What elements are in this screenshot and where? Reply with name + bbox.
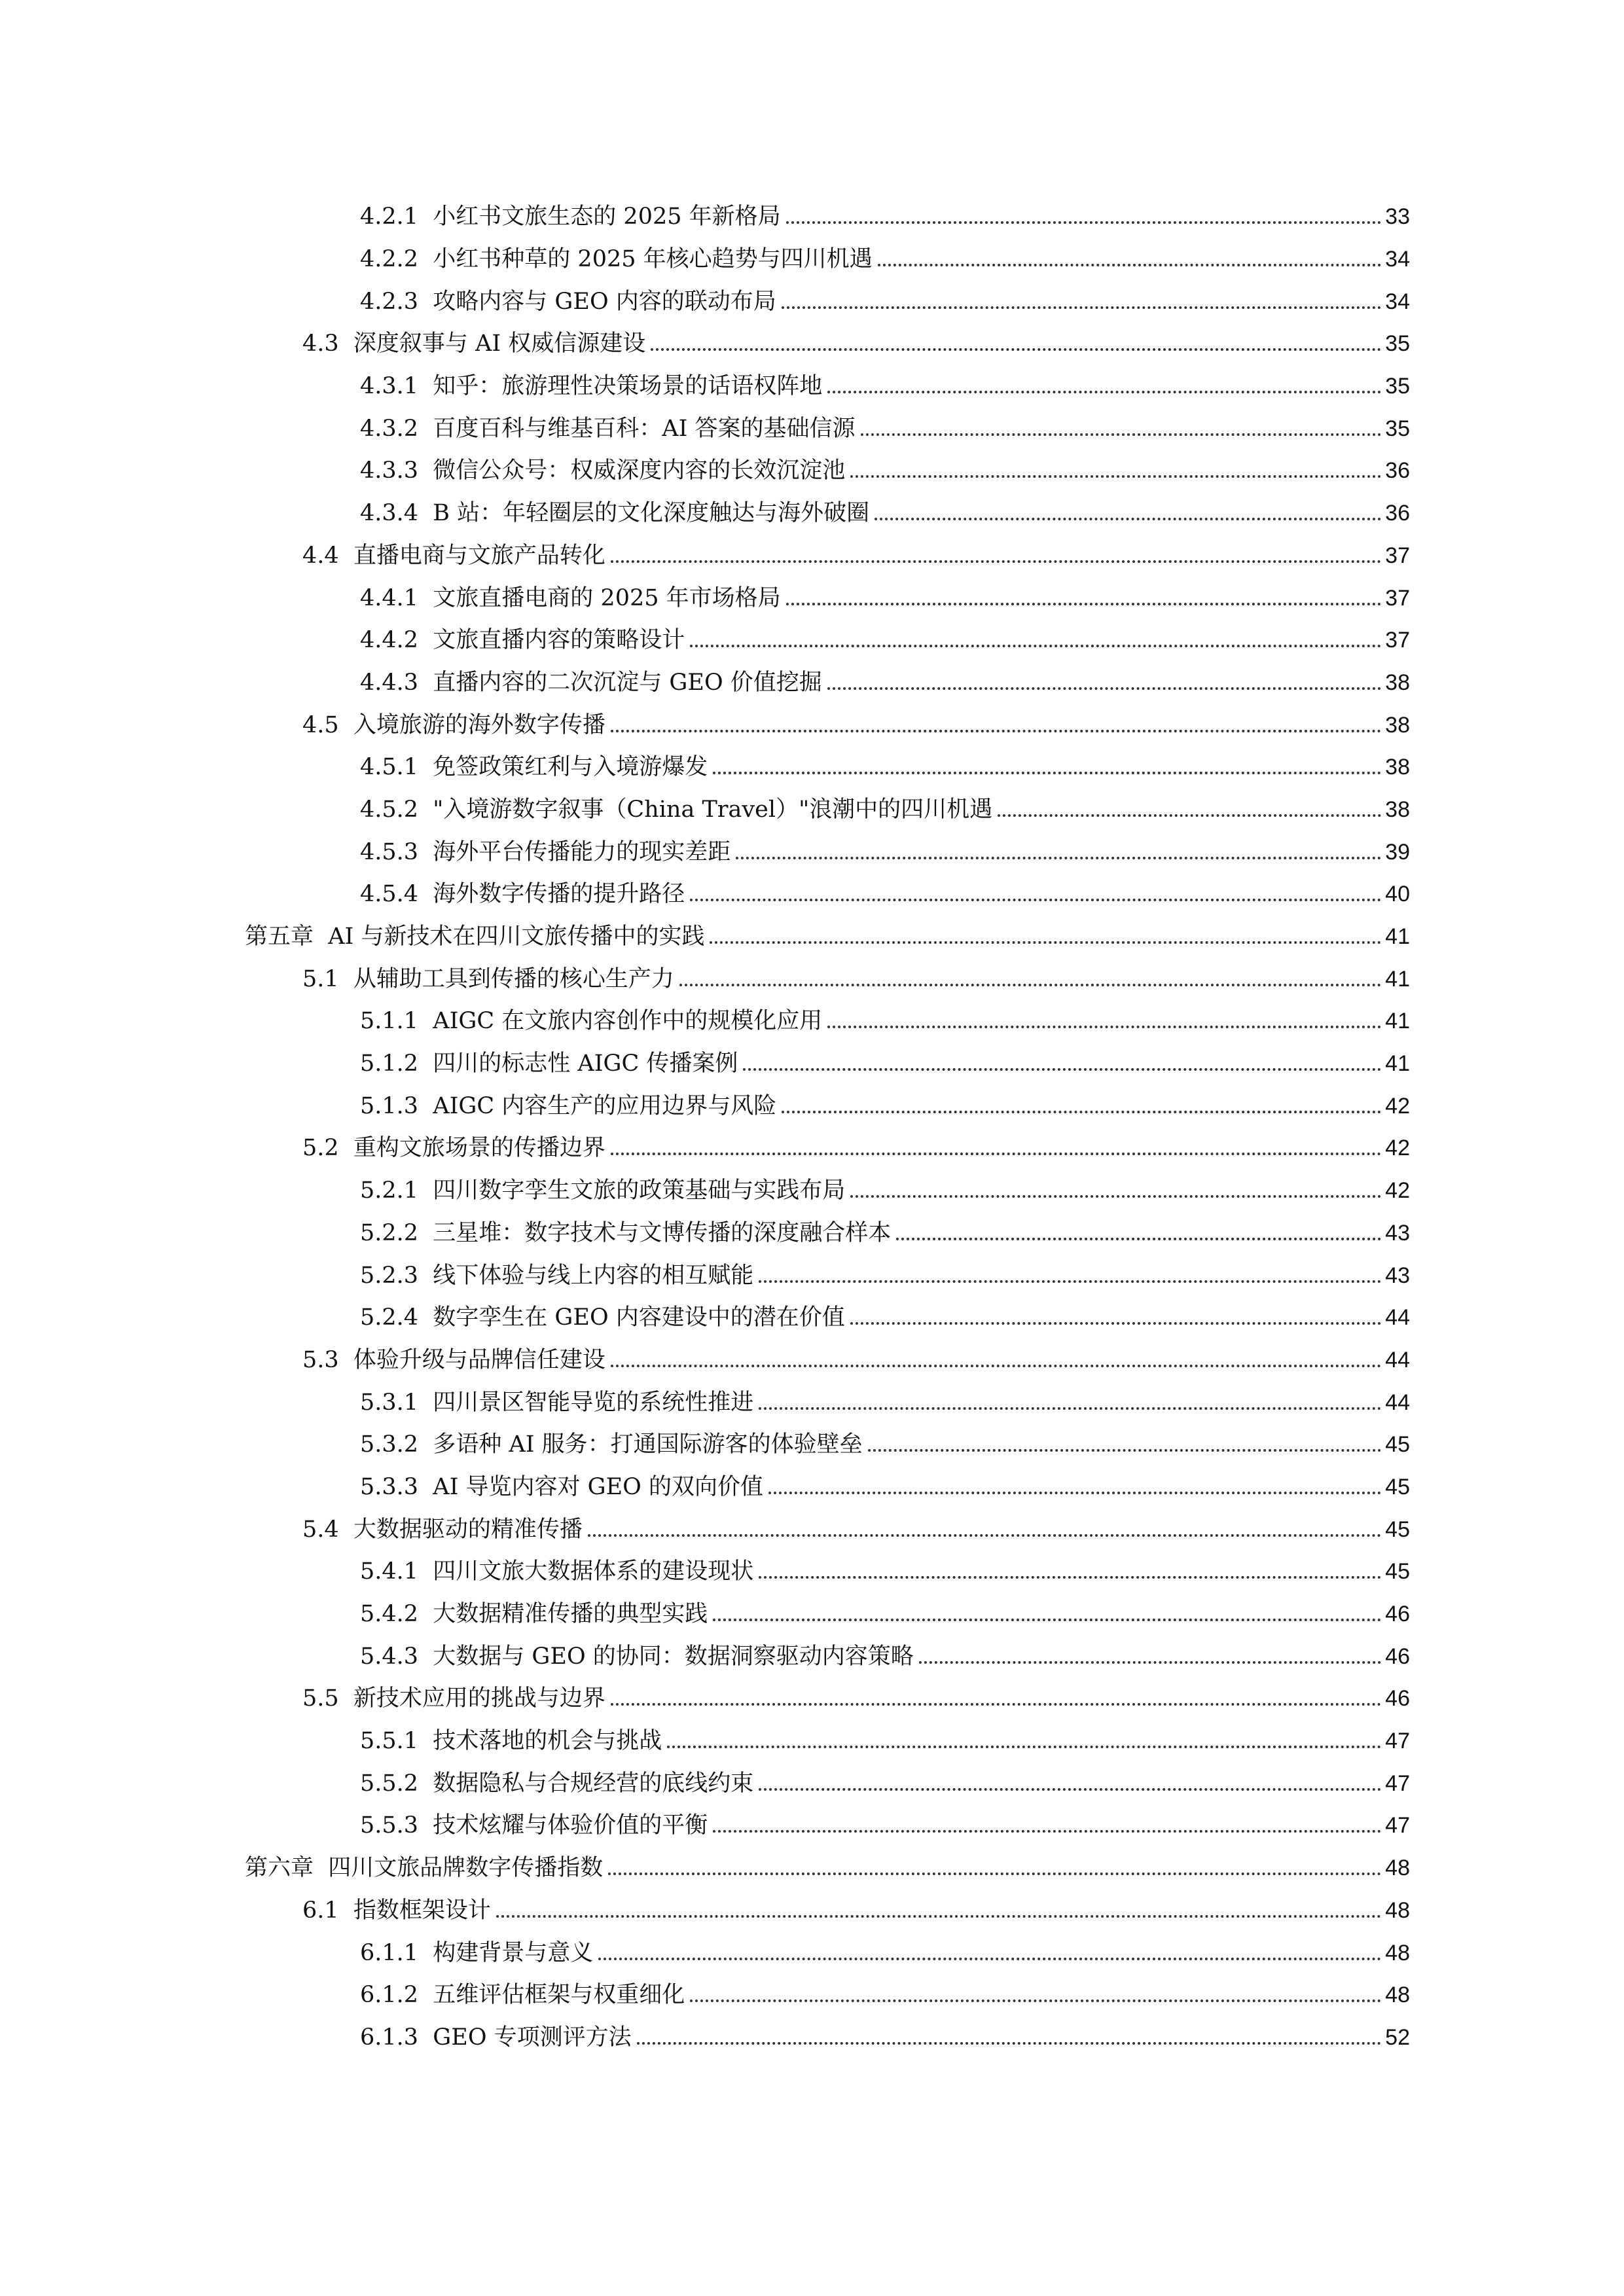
dot-leader <box>743 1068 1381 1071</box>
toc-entry-title: 5.4.2 大数据精准传播的典型实践 <box>360 1601 708 1628</box>
toc-page-number: 48 <box>1385 1856 1410 1881</box>
toc-subsection-entry[interactable] <box>0 1085 1624 1127</box>
dot-leader <box>759 1280 1381 1283</box>
dot-leader <box>611 1153 1381 1155</box>
toc-subsection-entry[interactable] <box>0 1466 1624 1509</box>
toc-section-entry[interactable] <box>0 1508 1624 1551</box>
toc-page-number: 48 <box>1385 1940 1410 1965</box>
dot-leader <box>611 560 1381 563</box>
toc-subsection-entry[interactable] <box>0 238 1624 281</box>
toc-page-number: 37 <box>1385 543 1410 568</box>
toc-subsection-entry[interactable] <box>0 1635 1624 1677</box>
dot-leader <box>598 1958 1381 1960</box>
toc-page-number: 42 <box>1385 1136 1410 1161</box>
toc-page-number: 48 <box>1385 1982 1410 2008</box>
toc-subsection-entry[interactable] <box>0 365 1624 408</box>
dot-leader <box>998 814 1381 817</box>
dot-leader <box>768 1492 1381 1494</box>
toc-subsection-entry[interactable] <box>0 1297 1624 1339</box>
toc-page-number: 46 <box>1385 1686 1410 1712</box>
toc-section-entry[interactable] <box>0 1890 1624 1932</box>
toc-entry-line <box>302 1347 1624 1373</box>
dot-leader <box>868 1449 1382 1452</box>
toc-entry-title: 5.5.3 技术炫耀与体验价值的平衡 <box>360 1812 708 1839</box>
toc-entry-line <box>360 1220 1624 1246</box>
toc-entry-line <box>360 627 1624 653</box>
toc-subsection-entry[interactable] <box>0 1762 1624 1804</box>
dot-leader <box>611 1703 1381 1706</box>
dot-leader <box>850 1195 1381 1198</box>
dot-leader <box>736 857 1381 859</box>
toc-subsection-entry[interactable] <box>0 1170 1624 1212</box>
toc-entry-title: 4.2.2 小红书种草的 2025 年核心趋势与四川机遇 <box>360 246 873 273</box>
toc-page-number: 34 <box>1385 289 1410 314</box>
toc-page-number: 46 <box>1385 1643 1410 1669</box>
toc-entry-title: 4.2.3 攻略内容与 GEO 内容的联动布局 <box>360 288 776 315</box>
toc-entry-line <box>302 1516 1624 1543</box>
toc-page-number: 44 <box>1385 1347 1410 1372</box>
toc-subsection-entry[interactable] <box>0 662 1624 704</box>
dot-leader <box>611 730 1381 732</box>
dot-leader <box>667 1746 1381 1748</box>
toc-entry-title: 4.3.4 B 站：年轻圈层的文化深度触达与海外破圈 <box>360 500 870 527</box>
toc-subsection-entry[interactable] <box>0 196 1624 238</box>
toc-page-number: 46 <box>1385 1602 1410 1627</box>
toc-entry-line <box>360 2024 1624 2051</box>
toc-subsection-entry[interactable] <box>0 1381 1624 1424</box>
toc-entry-title: 4.3.2 百度百科与维基百科：AI 答案的基础信源 <box>360 415 856 442</box>
toc-entry-title: 4.5.4 海外数字传播的提升路径 <box>360 881 685 908</box>
dot-leader <box>759 1407 1381 1410</box>
toc-page-number: 39 <box>1385 839 1410 865</box>
dot-leader <box>759 1576 1381 1579</box>
toc-entry-line <box>360 1008 1624 1034</box>
toc-entry-line <box>360 457 1624 484</box>
toc-page-number: 38 <box>1385 797 1410 822</box>
toc-entry-title: 5.5 新技术应用的挑战与边界 <box>302 1685 605 1712</box>
toc-entry-line <box>302 331 1624 357</box>
toc-page-number: 36 <box>1385 501 1410 526</box>
dot-leader <box>611 1365 1381 1367</box>
toc-page-number: 37 <box>1385 585 1410 611</box>
toc-page-number: 41 <box>1385 1051 1410 1077</box>
toc-entry-title: 4.4.1 文旅直播电商的 2025 年市场格局 <box>360 584 781 611</box>
dot-leader <box>782 306 1381 309</box>
dot-leader <box>713 1830 1381 1833</box>
toc-subsection-entry[interactable] <box>0 1043 1624 1085</box>
toc-entry-title: 5.4.3 大数据与 GEO 的协同：数据洞察驱动内容策略 <box>360 1643 914 1670</box>
toc-entry-line <box>245 1855 1624 1881</box>
toc-entry-title: 5.2.2 三星堆：数字技术与文博传播的深度融合样本 <box>360 1219 892 1246</box>
dot-leader <box>919 1661 1381 1664</box>
toc-subsection-entry[interactable] <box>0 1720 1624 1763</box>
toc-section-entry[interactable] <box>0 704 1624 746</box>
toc-entry-title: 6.1.1 构建背景与意义 <box>360 1939 594 1966</box>
toc-subsection-entry[interactable] <box>0 1212 1624 1255</box>
toc-entry-line <box>360 1812 1624 1839</box>
toc-entry-line <box>360 1940 1624 1966</box>
dot-leader <box>896 1238 1381 1240</box>
dot-leader <box>637 2042 1382 2045</box>
toc-entry-title: 5.2.4 数字孪生在 GEO 内容建设中的潜在价值 <box>360 1304 845 1331</box>
toc-subsection-entry[interactable] <box>0 1551 1624 1593</box>
toc-entry-line <box>360 881 1624 907</box>
dot-leader <box>786 221 1382 224</box>
toc-entry-title: 5.1.2 四川的标志性 AIGC 传播案例 <box>360 1050 738 1077</box>
toc-entry-title: 5.5.1 技术落地的机会与挑战 <box>360 1728 662 1755</box>
toc-subsection-entry[interactable] <box>0 1254 1624 1297</box>
toc-page-number: 35 <box>1385 374 1410 399</box>
toc-section-entry[interactable] <box>0 1339 1624 1382</box>
dot-leader <box>782 1111 1381 1113</box>
toc-entry-title: 5.4 大数据驱动的精准传播 <box>302 1516 583 1543</box>
toc-entry-title: 5.5.2 数据隐私与合规经营的底线约束 <box>360 1770 754 1797</box>
toc-entry-title: 4.4.3 直播内容的二次沉淀与 GEO 价值挖掘 <box>360 669 822 696</box>
toc-page-number: 42 <box>1385 1178 1410 1204</box>
toc-subsection-entry[interactable] <box>0 873 1624 916</box>
toc-entry-title: 5.3 体验升级与品牌信任建设 <box>302 1346 605 1373</box>
toc-page-number: 52 <box>1385 2024 1410 2050</box>
dot-leader <box>690 645 1381 647</box>
toc-entry-line <box>360 670 1624 696</box>
toc-entry-title: 4.3.3 微信公众号：权威深度内容的长效沉淀池 <box>360 457 846 484</box>
toc-entry-line <box>360 1982 1624 2008</box>
dot-leader <box>690 899 1381 901</box>
toc-page-number: 47 <box>1385 1770 1410 1796</box>
toc-entry-title: 第六章 四川文旅品牌数字传播指数 <box>245 1855 604 1882</box>
toc-page-number: 38 <box>1385 755 1410 780</box>
toc-entry-line <box>360 373 1624 399</box>
toc-page-number: 43 <box>1385 1263 1410 1288</box>
toc-page-number: 41 <box>1385 1009 1410 1034</box>
dot-leader <box>827 1026 1381 1028</box>
toc-entry-title: 4.4.2 文旅直播内容的策略设计 <box>360 627 685 654</box>
toc-entry-title: 4.5.1 免签政策红利与入境游爆发 <box>360 754 708 781</box>
toc-entry-title: 5.1.1 AIGC 在文旅内容创作中的规模化应用 <box>360 1008 823 1035</box>
toc-page-number: 43 <box>1385 1220 1410 1246</box>
dot-leader <box>608 1873 1381 1875</box>
toc-entry-title: 5.3.3 AI 导览内容对 GEO 的双向价值 <box>360 1473 763 1500</box>
toc-page-number: 35 <box>1385 416 1410 441</box>
toc-entry-line <box>360 1263 1624 1289</box>
toc-subsection-entry[interactable] <box>0 1804 1624 1847</box>
toc-entry-line <box>302 966 1624 992</box>
dot-leader <box>827 687 1381 690</box>
dot-leader <box>878 264 1382 266</box>
toc-entry-line <box>360 1601 1624 1627</box>
dot-leader <box>713 772 1381 774</box>
toc-entry-line <box>360 1770 1624 1797</box>
toc-entry-line <box>360 1050 1624 1077</box>
dot-leader <box>850 475 1381 478</box>
toc-subsection-entry[interactable] <box>0 1000 1624 1043</box>
dot-leader <box>588 1534 1381 1537</box>
toc-section-entry[interactable] <box>0 958 1624 1000</box>
toc-page-number: 41 <box>1385 966 1410 992</box>
dot-leader <box>786 603 1382 605</box>
toc-page-number: 41 <box>1385 924 1410 950</box>
toc-entry-title: 6.1 指数框架设计 <box>302 1897 491 1924</box>
toc-entry-title: 4.3.1 知乎：旅游理性决策场景的话语权阵地 <box>360 373 823 400</box>
toc-entry-line <box>302 712 1624 738</box>
toc-entry-title: 5.4.1 四川文旅大数据体系的建设现状 <box>360 1558 754 1585</box>
toc-entry-title: 4.3 深度叙事与 AI 权威信源建设 <box>302 331 646 357</box>
toc-subsection-entry[interactable] <box>0 789 1624 831</box>
toc-page-number: 45 <box>1385 1474 1410 1499</box>
toc-subsection-entry[interactable] <box>0 2017 1624 2059</box>
toc-entry-line <box>360 289 1624 315</box>
toc-subsection-entry[interactable] <box>0 577 1624 619</box>
toc-page-number: 47 <box>1385 1813 1410 1839</box>
toc-page-number: 45 <box>1385 1559 1410 1585</box>
toc-page-number: 44 <box>1385 1305 1410 1331</box>
toc-entry-title: 6.1.2 五维评估框架与权重细化 <box>360 1982 685 2009</box>
toc-page-number: 36 <box>1385 458 1410 484</box>
toc-chapter-entry[interactable] <box>0 916 1624 958</box>
dot-leader <box>690 2000 1381 2002</box>
toc-entry-line <box>360 1177 1624 1204</box>
toc-section-entry[interactable] <box>0 1127 1624 1170</box>
toc-entry-line <box>302 543 1624 569</box>
toc-entry-title: 4.5 入境旅游的海外数字传播 <box>302 711 605 738</box>
toc-subsection-entry[interactable] <box>0 619 1624 662</box>
toc-entry-line <box>360 500 1624 526</box>
toc-subsection-entry[interactable] <box>0 450 1624 492</box>
dot-leader <box>850 1322 1381 1325</box>
toc-section-entry[interactable] <box>0 535 1624 577</box>
toc-entry-line <box>302 1685 1624 1712</box>
toc-subsection-entry[interactable] <box>0 407 1624 450</box>
toc-entry-line <box>360 839 1624 865</box>
toc-entry-title: 第五章 AI 与新技术在四川文旅传播中的实践 <box>245 924 705 950</box>
toc-section-entry[interactable] <box>0 323 1624 365</box>
toc-page-number: 42 <box>1385 1093 1410 1119</box>
toc-page-number: 34 <box>1385 247 1410 272</box>
toc-subsection-entry[interactable] <box>0 1974 1624 2017</box>
toc-section-entry[interactable] <box>0 1677 1624 1720</box>
toc-page-number: 33 <box>1385 204 1410 230</box>
table-of-contents <box>0 196 1624 2058</box>
toc-entry-title: 6.1.3 GEO 专项测评方法 <box>360 2024 632 2051</box>
toc-page-number: 35 <box>1385 331 1410 357</box>
toc-subsection-entry[interactable] <box>0 492 1624 535</box>
toc-subsection-entry[interactable] <box>0 1931 1624 1974</box>
toc-subsection-entry[interactable] <box>0 1424 1624 1466</box>
toc-entry-line <box>360 204 1624 230</box>
toc-entry-line <box>360 1474 1624 1500</box>
toc-page-number: 38 <box>1385 670 1410 695</box>
dot-leader <box>861 433 1382 436</box>
toc-entry-title: 5.2.3 线下体验与线上内容的相互赋能 <box>360 1262 754 1289</box>
toc-entry-line <box>360 1304 1624 1331</box>
toc-page-number: 37 <box>1385 628 1410 653</box>
toc-entry-title: 5.1.3 AIGC 内容生产的应用边界与风险 <box>360 1092 777 1119</box>
dot-leader <box>713 1619 1381 1621</box>
toc-entry-line <box>360 1093 1624 1119</box>
toc-subsection-entry[interactable] <box>0 746 1624 789</box>
toc-page-number: 44 <box>1385 1390 1410 1415</box>
dot-leader <box>651 348 1381 351</box>
toc-entry-title: 5.3.2 多语种 AI 服务：打通国际游客的体验壁垒 <box>360 1431 863 1458</box>
dot-leader <box>710 941 1381 944</box>
dot-leader <box>875 518 1381 520</box>
toc-entry-line <box>302 1897 1624 1924</box>
toc-page-number: 48 <box>1385 1897 1410 1923</box>
toc-page-number: 45 <box>1385 1432 1410 1458</box>
toc-entry-line <box>360 1643 1624 1670</box>
toc-page-number: 38 <box>1385 712 1410 738</box>
dot-leader <box>496 1915 1381 1918</box>
toc-page-number: 47 <box>1385 1729 1410 1754</box>
toc-entry-line <box>302 1135 1624 1161</box>
dot-leader <box>679 984 1381 986</box>
dot-leader <box>759 1788 1381 1791</box>
toc-entry-line <box>360 585 1624 611</box>
toc-entry-line <box>360 416 1624 442</box>
toc-subsection-entry[interactable] <box>0 1593 1624 1636</box>
toc-subsection-entry[interactable] <box>0 280 1624 323</box>
toc-chapter-entry[interactable] <box>0 1847 1624 1890</box>
toc-entry-line <box>245 924 1624 950</box>
toc-page-number: 45 <box>1385 1516 1410 1542</box>
toc-subsection-entry[interactable] <box>0 831 1624 873</box>
toc-page-number: 40 <box>1385 882 1410 907</box>
toc-entry-title: 4.5.3 海外平台传播能力的现实差距 <box>360 838 731 865</box>
toc-entry-line <box>360 1728 1624 1754</box>
toc-entry-title: 4.2.1 小红书文旅生态的 2025 年新格局 <box>360 204 781 230</box>
dot-leader <box>827 391 1381 393</box>
toc-entry-line <box>360 1390 1624 1416</box>
toc-entry-line <box>360 1558 1624 1585</box>
toc-entry-title: 5.1 从辅助工具到传播的核心生产力 <box>302 965 674 992</box>
toc-entry-line <box>360 1431 1624 1458</box>
toc-entry-title: 4.4 直播电商与文旅产品转化 <box>302 542 605 569</box>
toc-entry-title: 4.5.2 "入境游数字叙事（China Travel）"浪潮中的四川机遇 <box>360 796 993 823</box>
toc-entry-line <box>360 797 1624 823</box>
toc-entry-title: 5.2 重构文旅场景的传播边界 <box>302 1135 605 1162</box>
toc-entry-title: 5.3.1 四川景区智能导览的系统性推进 <box>360 1389 754 1416</box>
toc-entry-title: 5.2.1 四川数字孪生文旅的政策基础与实践布局 <box>360 1177 846 1204</box>
toc-entry-line <box>360 754 1624 780</box>
toc-entry-line <box>360 246 1624 272</box>
